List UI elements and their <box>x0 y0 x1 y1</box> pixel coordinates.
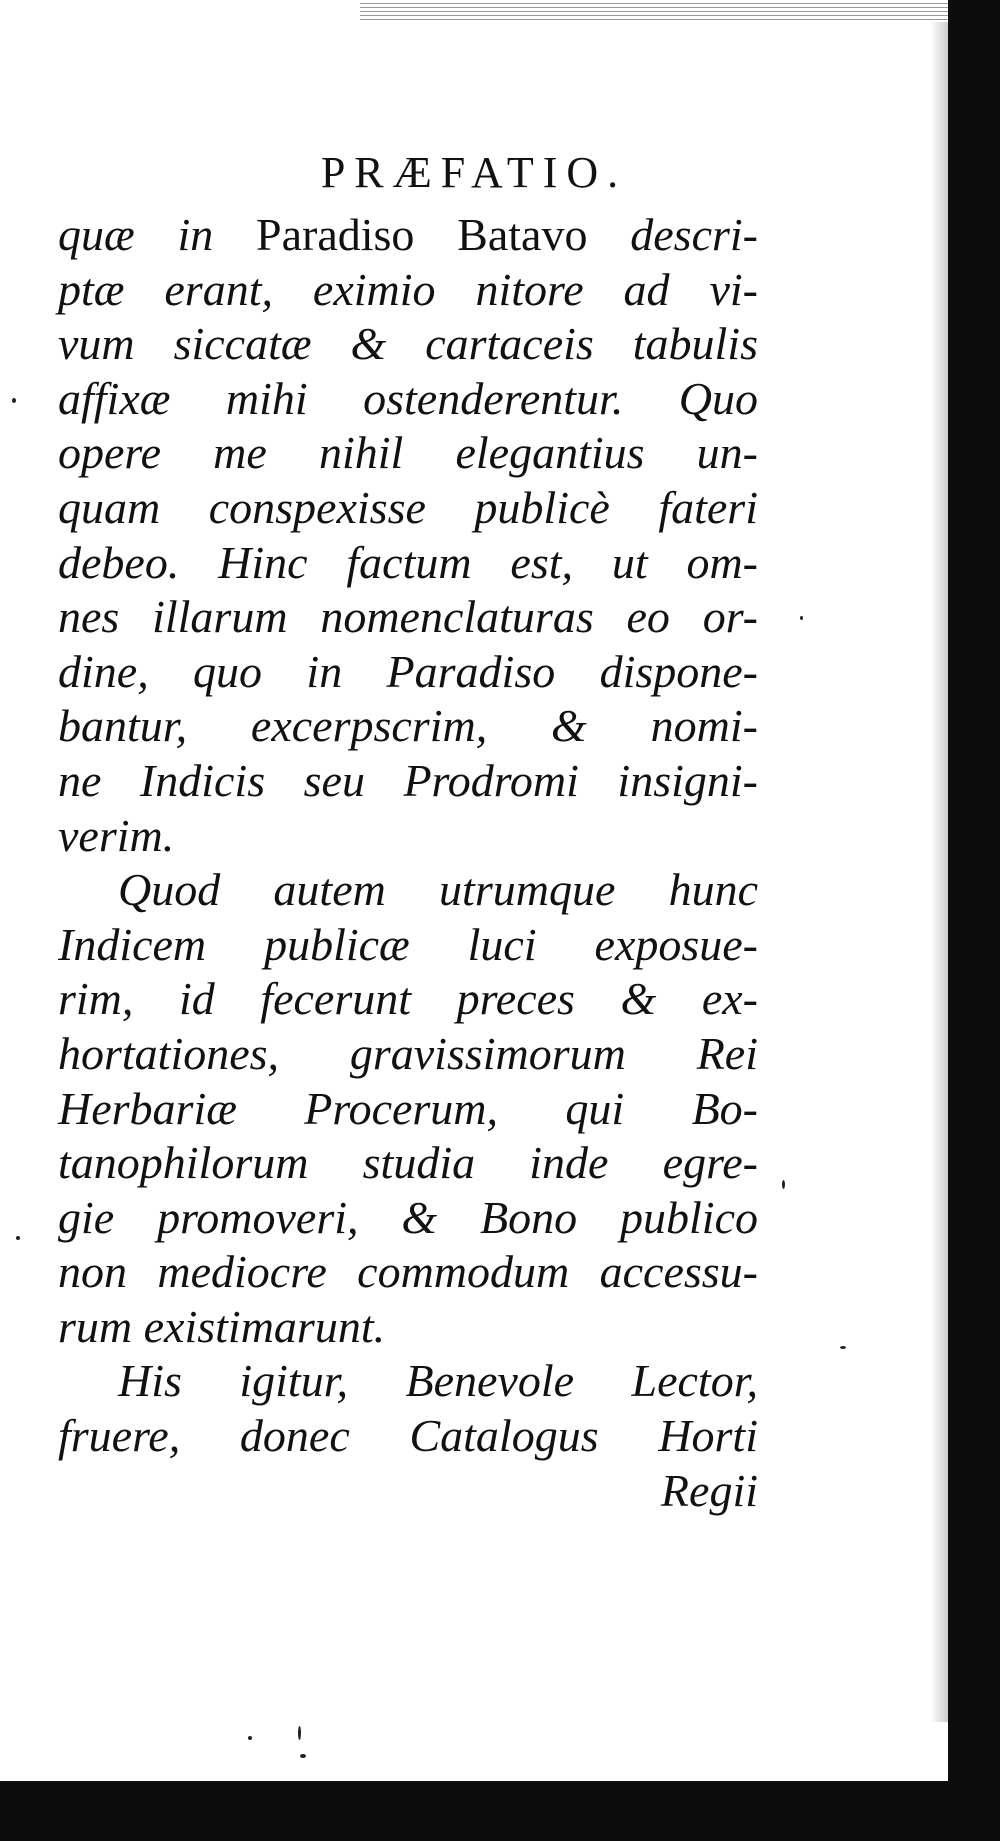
ink-speck <box>16 1236 20 1240</box>
scan-right-border <box>948 0 1000 1841</box>
ink-speck <box>298 1726 301 1740</box>
scan-top-edge <box>360 0 1000 22</box>
scan-bottom-border <box>0 1781 1000 1841</box>
text-line: vum siccatæ & cartaceis tabulis <box>58 318 758 370</box>
text-line: rim, id fecerunt preces & ex- <box>58 973 758 1025</box>
text-line: quam conspexisse publicè fateri <box>58 481 758 533</box>
preface-text <box>58 208 758 1518</box>
text-line: fruere, donec Catalogus Horti <box>58 1410 758 1462</box>
text-line: opere me nihil elegantius un- <box>58 427 758 479</box>
text-line: ne Indicis seu Prodromi insigni- <box>58 754 758 806</box>
text-segment: descri- <box>587 209 758 260</box>
text-line: ptæ erant, eximio nitore ad vi- <box>58 263 758 315</box>
text-line: non mediocre commodum accessu- <box>58 1246 758 1298</box>
text-line: nes illarum nomenclaturas eo or- <box>58 591 758 643</box>
text-line: Herbariæ Procerum, qui Bo- <box>58 1082 758 1134</box>
page-title: PRÆFATIO. <box>320 148 628 198</box>
ink-speck <box>12 398 16 403</box>
text-line: rum existimarunt. <box>58 1300 386 1352</box>
text-line: debeo. Hinc factum est, ut om- <box>58 536 758 588</box>
text-line: Indicem publicæ luci exposue- <box>58 918 758 970</box>
text-line: bantur, excerpscrim, & nomi- <box>58 700 758 752</box>
catchword: Regii <box>660 1464 758 1516</box>
text-line: hortationes, gravissimorum Rei <box>58 1027 758 1079</box>
ink-speck <box>840 1346 846 1349</box>
text-segment: Paradiso Batavo <box>256 209 588 260</box>
text-line: Quod autem utrumque hunc <box>118 864 758 916</box>
ink-speck <box>782 1180 785 1189</box>
page-edge-shadow <box>930 22 948 1722</box>
text-line: tanophilorum studia inde egre- <box>58 1137 758 1189</box>
ink-speck <box>248 1736 252 1740</box>
text-line <box>58 208 758 263</box>
text-line: affixæ mihi ostenderentur. Quo <box>58 372 758 424</box>
text-line: gie promoveri, & Bono publico <box>58 1191 758 1243</box>
text-line: dine, quo in Paradiso dispone- <box>58 645 758 697</box>
ink-speck <box>800 616 803 620</box>
text-line: verim. <box>58 809 175 861</box>
ink-speck <box>300 1754 306 1758</box>
text-line: His igitur, Benevole Lector, <box>118 1355 758 1407</box>
text-segment: quæ in <box>58 209 256 260</box>
